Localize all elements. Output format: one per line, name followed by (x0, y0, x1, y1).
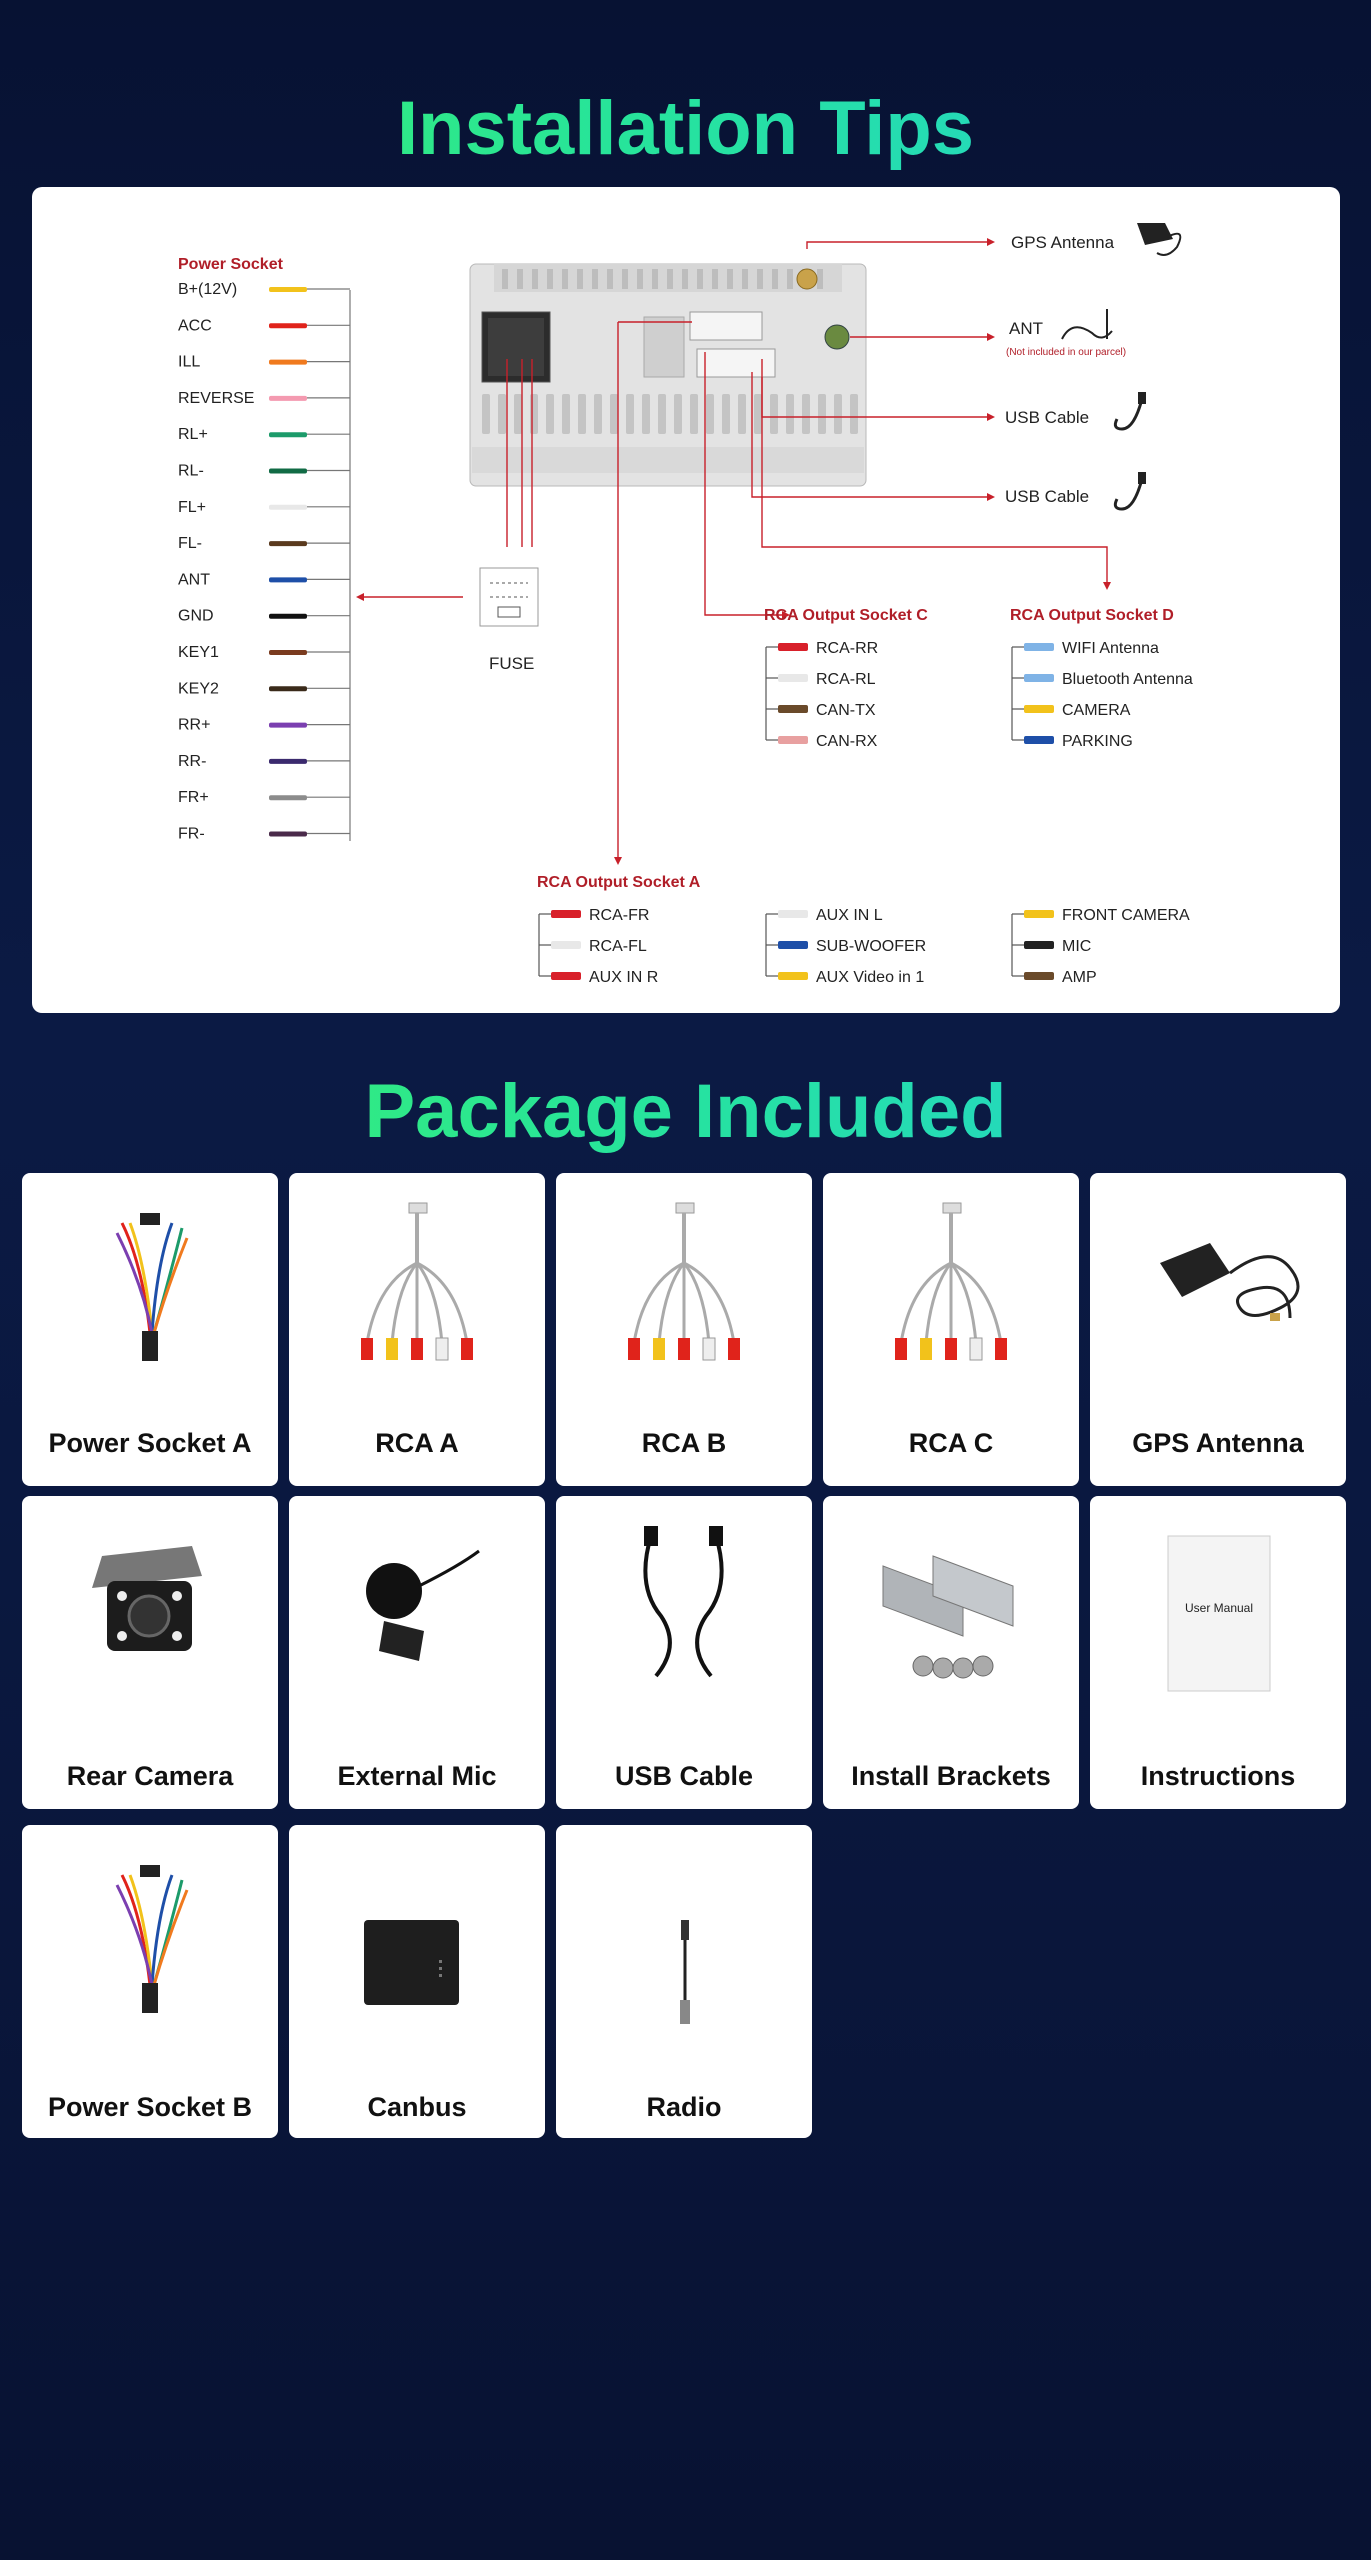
socket-d-list (1012, 640, 1193, 750)
wire-color-swatch (269, 287, 307, 292)
rca-plug-icon (778, 736, 808, 744)
power-pin-label: ACC (178, 317, 212, 335)
wire-color-swatch (269, 614, 307, 619)
socket-item-label: RCA-RL (816, 671, 876, 688)
socket-item-label: RCA-RR (816, 640, 879, 657)
power-socket-harness-icon (22, 1173, 278, 1378)
package-item-label: Instructions (1140, 1761, 1296, 1791)
wire-color-swatch (269, 323, 307, 328)
canbus-box-icon (289, 1825, 545, 2030)
power-socket-pin-list (178, 281, 350, 843)
power-pin-label: RL+ (178, 426, 208, 444)
package-item-card (556, 1825, 812, 2138)
rca-plug-icon (551, 972, 581, 980)
bracket-icon (823, 1496, 1079, 1701)
power-socket-harness-icon (22, 1825, 278, 2030)
gps-antenna-icon (1090, 1173, 1346, 1378)
power-pin-label: GND (178, 607, 214, 625)
package-item-card (22, 1173, 278, 1486)
fuse-label: FUSE (489, 654, 535, 673)
fuse-box (480, 568, 538, 626)
rear-camera-icon (22, 1496, 278, 1701)
microphone-icon (289, 1496, 545, 1701)
usb-cable-icon (1115, 472, 1146, 509)
socket-item-label: FRONT CAMERA (1062, 907, 1190, 924)
package-item-card (1090, 1173, 1346, 1486)
package-item-label: Power Socket A (48, 1428, 252, 1458)
package-item-label: External Mic (337, 1761, 497, 1791)
usb-cable-icon (556, 1496, 812, 1701)
package-item-label: Install Brackets (851, 1761, 1051, 1791)
ant-label: ANT (1009, 319, 1043, 338)
package-item-card (289, 1496, 545, 1809)
package-item-label: Rear Camera (66, 1761, 234, 1791)
rca-plug-icon (778, 941, 808, 949)
socket-item-label: SUB-WOOFER (816, 938, 927, 955)
power-pin-label: KEY2 (178, 680, 219, 698)
package-included-heading: Package Included (0, 1068, 1371, 1155)
package-item-label: Radio (646, 2092, 722, 2122)
rca-plug-icon (1024, 674, 1054, 682)
package-item-label: RCA A (375, 1428, 459, 1458)
wire-color-swatch (269, 396, 307, 401)
ant-cable-icon (1062, 309, 1112, 339)
manual-icon (1090, 1496, 1346, 1701)
rca-plug-icon (778, 674, 808, 682)
socket-item-label: AUX Video in 1 (816, 969, 925, 986)
radio-adapter-icon (556, 1825, 812, 2030)
wire-color-swatch (269, 650, 307, 655)
power-pin-label: FR+ (178, 789, 209, 807)
manual-cover-text: User Manual (1184, 1601, 1254, 1615)
rca-plug-icon (551, 941, 581, 949)
wiring-diagram-panel (32, 187, 1340, 1013)
power-socket-title: Power Socket (178, 256, 283, 273)
package-item-card (556, 1496, 812, 1809)
wire-color-swatch (269, 360, 307, 365)
wire-color-swatch (269, 432, 307, 437)
rca-plug-icon (1024, 910, 1054, 918)
package-item-card (823, 1496, 1079, 1809)
socket-item-label: Bluetooth Antenna (1062, 671, 1193, 688)
rca-plug-icon (778, 910, 808, 918)
wire-color-swatch (269, 505, 307, 510)
socket-a-title: RCA Output Socket A (537, 874, 701, 891)
usb-cable-icon (1115, 392, 1146, 429)
power-pin-label: REVERSE (178, 389, 255, 407)
socket-item-label: MIC (1062, 938, 1092, 955)
rca-plug-icon (1024, 941, 1054, 949)
wire-color-swatch (269, 795, 307, 800)
socket-item-label: CAMERA (1062, 702, 1131, 719)
socket-item-label: RCA-FL (589, 938, 647, 955)
socket-item-label: AUX IN L (816, 907, 883, 924)
rca-plug-icon (1024, 705, 1054, 713)
usb-cable-2-label: USB Cable (1005, 487, 1090, 506)
socket-item-label: AMP (1062, 969, 1097, 986)
power-pin-label: B+(12V) (178, 281, 238, 298)
rca-cable-icon (556, 1173, 812, 1378)
socket-c-list (766, 640, 878, 750)
rca-plug-icon (778, 972, 808, 980)
package-item-label: GPS Antenna (1132, 1428, 1304, 1458)
power-pin-label: ANT (178, 571, 210, 589)
wire-color-swatch (269, 577, 307, 582)
rca-plug-icon (1024, 643, 1054, 651)
power-pin-label: FL+ (178, 498, 207, 516)
socket-item-label: RCA-FR (589, 907, 650, 924)
power-pin-label: ILL (178, 353, 201, 371)
ant-note: (Not included in our parcel) (1006, 347, 1127, 358)
rca-plug-icon (1024, 736, 1054, 744)
installation-tips-heading: Installation Tips (0, 85, 1371, 172)
rca-plug-icon (778, 705, 808, 713)
socket-item-label: CAN-TX (816, 702, 876, 719)
package-item-card (22, 1496, 278, 1809)
rca-cable-icon (823, 1173, 1079, 1378)
socket-item-label: CAN-RX (816, 733, 878, 750)
rca-plug-icon (551, 910, 581, 918)
package-item-label: USB Cable (614, 1761, 754, 1791)
package-item-card (823, 1173, 1079, 1486)
wiring-diagram (32, 187, 1340, 1013)
package-item-label: Canbus (367, 2092, 467, 2122)
usb-cable-1-label: USB Cable (1005, 408, 1090, 427)
package-item-card (289, 1173, 545, 1486)
package-item-label: RCA C (908, 1428, 994, 1458)
socket-item-label: WIFI Antenna (1062, 640, 1159, 657)
power-pin-label: KEY1 (178, 644, 219, 661)
wire-color-swatch (269, 832, 307, 837)
socket-item-label: PARKING (1062, 733, 1133, 750)
gps-antenna-icon (1137, 223, 1180, 255)
package-item-label: RCA B (641, 1428, 727, 1458)
socket-item-label: AUX IN R (589, 969, 659, 986)
socket-d-title: RCA Output Socket D (1010, 607, 1174, 624)
gps-antenna-label: GPS Antenna (1011, 233, 1115, 252)
wire-color-swatch (269, 469, 307, 474)
power-pin-label: FR- (178, 825, 205, 843)
power-pin-label: RR- (178, 752, 207, 770)
power-pin-label: FL- (178, 535, 202, 553)
package-item-card (22, 1825, 278, 2138)
rca-plug-icon (778, 643, 808, 651)
power-pin-label: RR+ (178, 716, 211, 734)
package-item-label: Power Socket B (47, 2092, 253, 2122)
power-pin-label: RL- (178, 462, 204, 480)
wire-color-swatch (269, 686, 307, 691)
wire-color-swatch (269, 541, 307, 546)
socket-c-title: RCA Output Socket C (764, 607, 928, 624)
rca-plug-icon (1024, 972, 1054, 980)
head-unit-back-panel (470, 264, 866, 486)
package-item-card (556, 1173, 812, 1486)
socket-a-list (539, 907, 1190, 986)
wire-color-swatch (269, 723, 307, 728)
wire-color-swatch (269, 759, 307, 764)
package-item-card (1090, 1496, 1346, 1809)
rca-cable-icon (289, 1173, 545, 1378)
package-item-card (289, 1825, 545, 2138)
